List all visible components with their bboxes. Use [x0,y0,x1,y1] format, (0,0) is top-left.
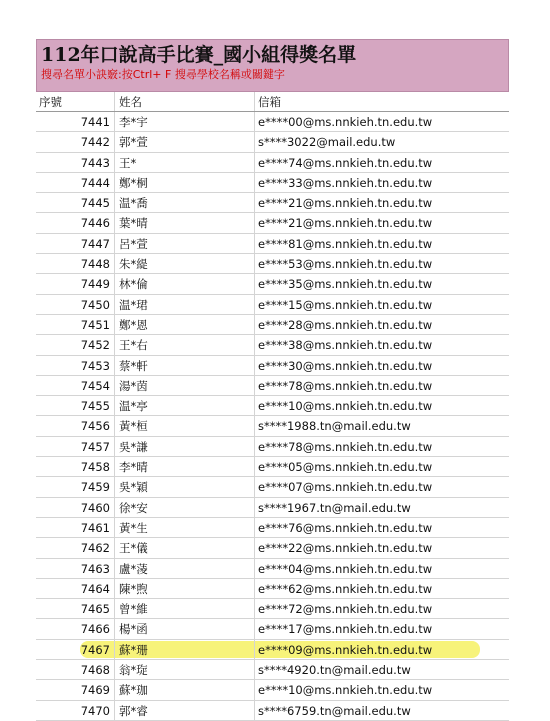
row-email: e****15@ms.nnkieh.tn.edu.tw [254,295,509,314]
table-row[interactable] [36,640,509,660]
row-email: e****07@ms.nnkieh.tn.edu.tw [254,477,509,496]
row-number: 7454 [80,378,110,393]
search-hint: 搜尋名單小訣竅:按Ctrl+ F 搜尋學校名稱或關鍵字 [41,68,285,81]
row-name: 黃*桓 [114,416,254,435]
table-row[interactable] [36,112,509,132]
table-row[interactable] [36,396,509,416]
row-email: e****10@ms.nnkieh.tn.edu.tw [254,680,509,699]
table-row[interactable] [36,315,509,335]
spreadsheet [36,39,509,721]
row-name: 鄭*恩 [114,315,254,334]
row-email: e****00@ms.nnkieh.tn.edu.tw [254,112,509,131]
row-name: 朱*緹 [114,254,254,273]
row-email: e****30@ms.nnkieh.tn.edu.tw [254,356,509,375]
row-email: s****6759.tn@mail.edu.tw [254,701,509,720]
table-row[interactable] [36,599,509,619]
table-row[interactable] [36,153,509,173]
row-email: e****38@ms.nnkieh.tn.edu.tw [254,335,509,354]
row-number: 7466 [80,622,110,637]
row-email: e****62@ms.nnkieh.tn.edu.tw [254,579,509,598]
row-email: e****33@ms.nnkieh.tn.edu.tw [254,173,509,192]
row-number: 7459 [80,480,110,495]
row-number: 7443 [80,155,110,170]
table-row[interactable] [36,295,509,315]
row-number: 7452 [80,338,110,353]
table-row[interactable] [36,437,509,457]
row-number: 7464 [80,581,110,596]
table-row[interactable] [36,660,509,680]
row-number: 7446 [80,216,110,231]
table-row[interactable] [36,254,509,274]
row-number: 7444 [80,175,110,190]
row-email: e****76@ms.nnkieh.tn.edu.tw [254,518,509,537]
row-name: 翁*琁 [114,660,254,679]
row-number: 7463 [80,561,110,576]
row-name: 蘇*珈 [114,680,254,699]
table-row[interactable] [36,680,509,700]
table-row[interactable] [36,477,509,497]
row-name: 黃*生 [114,518,254,537]
row-email: e****74@ms.nnkieh.tn.edu.tw [254,153,509,172]
header-name: 姓名 [114,92,254,111]
table-row[interactable] [36,619,509,639]
table-row[interactable] [36,213,509,233]
row-number: 7458 [80,460,110,475]
row-name: 郭*萱 [114,132,254,151]
row-number: 7456 [80,419,110,434]
table-row[interactable] [36,173,509,193]
row-email: e****17@ms.nnkieh.tn.edu.tw [254,619,509,638]
row-email: s****1988.tn@mail.edu.tw [254,416,509,435]
table-row[interactable] [36,234,509,254]
row-number: 7470 [80,703,110,718]
table-row[interactable] [36,579,509,599]
row-number: 7448 [80,257,110,272]
row-number: 7462 [80,541,110,556]
table-row[interactable] [36,193,509,213]
row-number: 7445 [80,196,110,211]
row-email: e****22@ms.nnkieh.tn.edu.tw [254,538,509,557]
row-number: 7467 [80,642,110,657]
row-name: 徐*安 [114,498,254,517]
row-email: e****81@ms.nnkieh.tn.edu.tw [254,234,509,253]
row-number: 7453 [80,358,110,373]
row-email: e****21@ms.nnkieh.tn.edu.tw [254,213,509,232]
row-number: 7450 [80,297,110,312]
row-name: 王*儀 [114,538,254,557]
table-row[interactable] [36,416,509,436]
table-row[interactable] [36,335,509,355]
row-name: 林*倫 [114,274,254,293]
row-name: 吳*穎 [114,477,254,496]
table-row[interactable] [36,376,509,396]
table-row[interactable] [36,498,509,518]
title-banner [36,39,509,92]
row-name: 盧*蓤 [114,559,254,578]
row-number: 7449 [80,277,110,292]
table-row[interactable] [36,538,509,558]
row-email: s****1967.tn@mail.edu.tw [254,498,509,517]
table-row[interactable] [36,559,509,579]
table-row[interactable] [36,457,509,477]
row-email: e****72@ms.nnkieh.tn.edu.tw [254,599,509,618]
row-name: 李*宇 [114,112,254,131]
row-name: 温*珺 [114,295,254,314]
row-name: 曾*維 [114,599,254,618]
row-number: 7468 [80,663,110,678]
row-number: 7457 [80,439,110,454]
winner-table [36,92,509,721]
row-name: 蔡*軒 [114,356,254,375]
row-name: 吳*謙 [114,437,254,456]
row-name: 陳*煦 [114,579,254,598]
row-name: 湯*茵 [114,376,254,395]
row-name: 王*右 [114,335,254,354]
header-no: 序號 [39,95,62,109]
table-row[interactable] [36,518,509,538]
row-email: e****04@ms.nnkieh.tn.edu.tw [254,559,509,578]
row-email: e****35@ms.nnkieh.tn.edu.tw [254,274,509,293]
row-email: s****3022@mail.edu.tw [254,132,509,151]
row-email: s****4920.tn@mail.edu.tw [254,660,509,679]
row-name: 李*晴 [114,457,254,476]
table-row[interactable] [36,356,509,376]
row-number: 7465 [80,602,110,617]
table-row[interactable] [36,274,509,294]
row-number: 7441 [80,115,110,129]
row-number: 7461 [80,520,110,535]
row-number: 7455 [80,399,110,414]
row-email: e****05@ms.nnkieh.tn.edu.tw [254,457,509,476]
page-title: 112年口說高手比賽_國小組得獎名單 [41,44,357,66]
row-email: e****10@ms.nnkieh.tn.edu.tw [254,396,509,415]
row-email: e****78@ms.nnkieh.tn.edu.tw [254,376,509,395]
row-name: 温*亭 [114,396,254,415]
row-number: 7460 [80,500,110,515]
row-number: 7447 [80,236,110,251]
row-name: 蘇*珊 [114,640,254,659]
row-name: 鄭*桐 [114,173,254,192]
row-name: 郭*睿 [114,701,254,720]
row-email: e****09@ms.nnkieh.tn.edu.tw [254,640,509,659]
row-email: e****53@ms.nnkieh.tn.edu.tw [254,254,509,273]
row-email: e****28@ms.nnkieh.tn.edu.tw [254,315,509,334]
row-name: 呂*萱 [114,234,254,253]
row-name: 楊*函 [114,619,254,638]
table-row[interactable] [36,701,509,721]
row-email: e****21@ms.nnkieh.tn.edu.tw [254,193,509,212]
row-name: 温*喬 [114,193,254,212]
row-name: 王* [114,153,254,172]
table-row[interactable] [36,132,509,152]
row-number: 7451 [80,317,110,332]
row-email: e****78@ms.nnkieh.tn.edu.tw [254,437,509,456]
row-name: 葉*晴 [114,213,254,232]
table-header [36,92,509,112]
header-mail: 信箱 [254,92,509,111]
row-number: 7469 [80,683,110,698]
row-number: 7442 [80,135,110,150]
